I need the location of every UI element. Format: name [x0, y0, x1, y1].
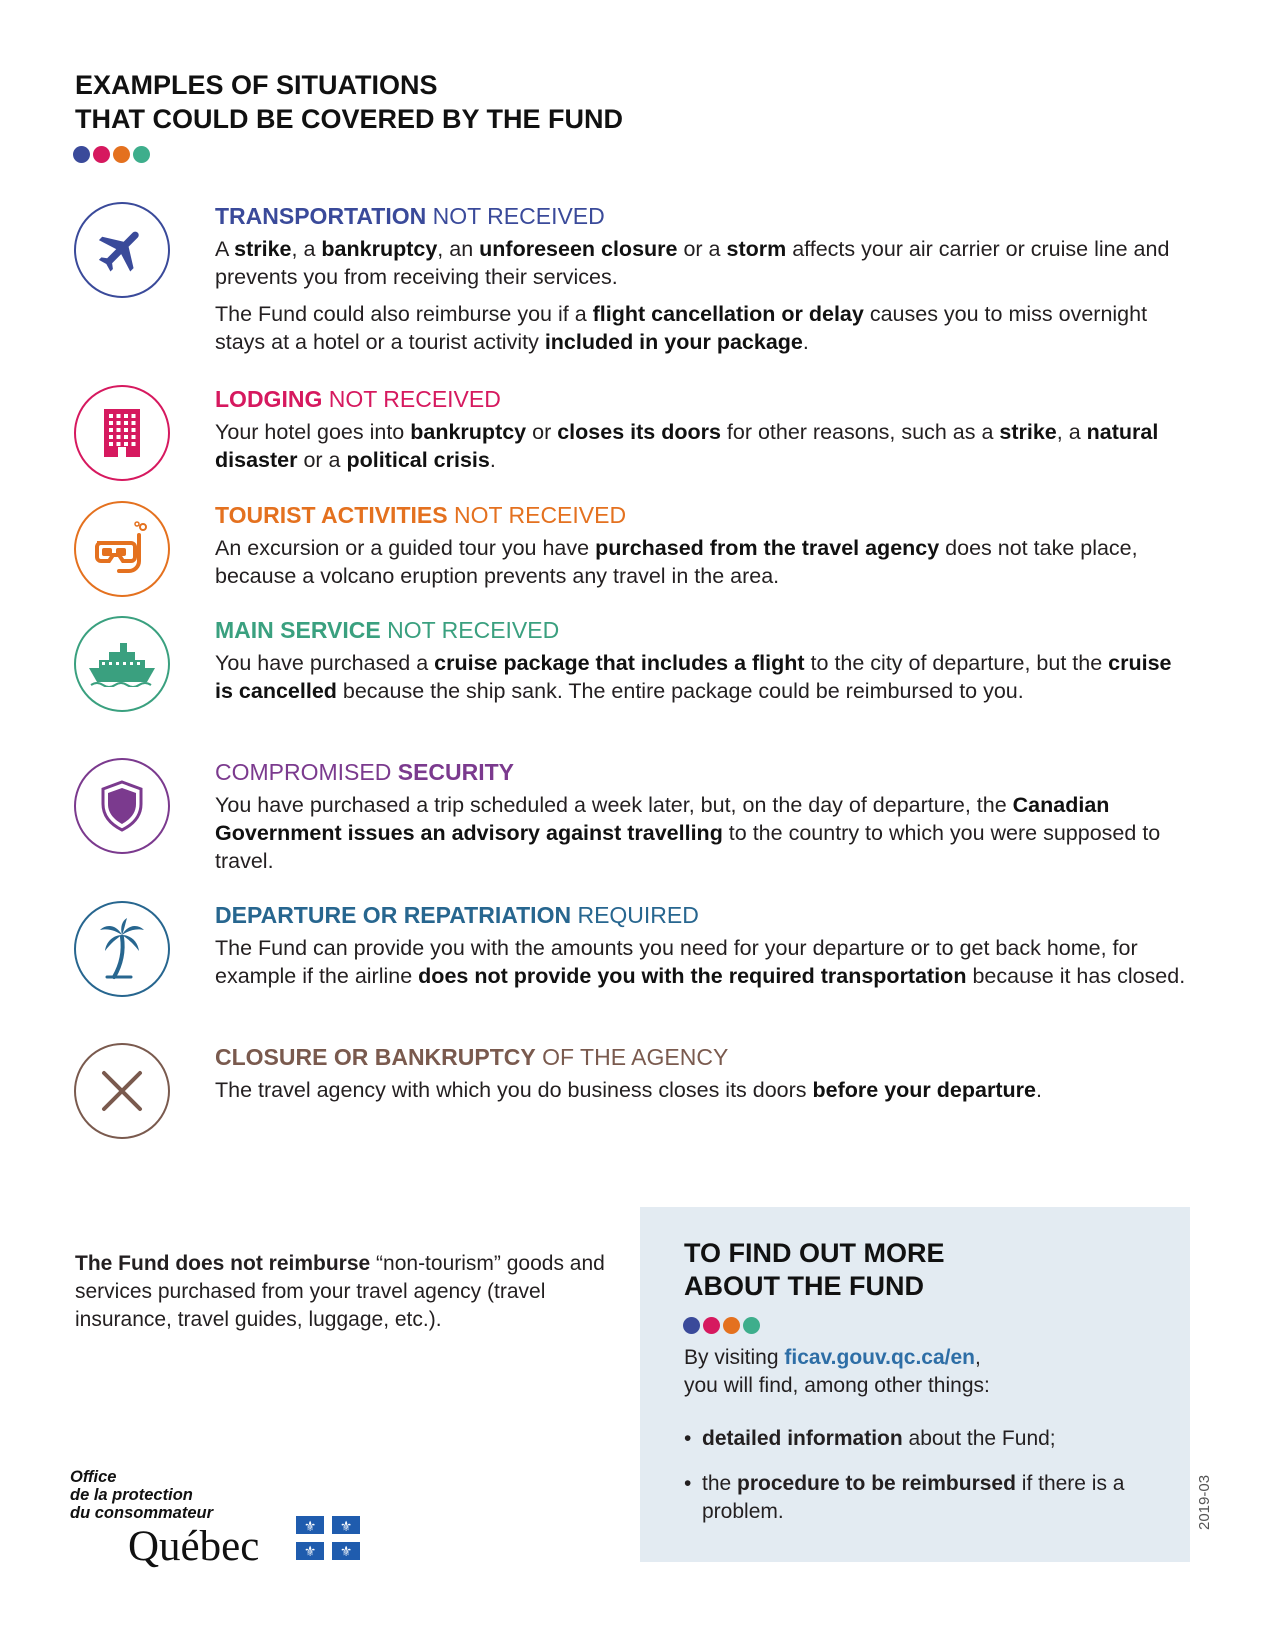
body-text: to the country to which you were supposed to travel. — [215, 821, 1161, 873]
body-text: or a — [297, 448, 347, 472]
body-text: You have purchased a trip scheduled a week later, but, on the day of departure, the — [215, 793, 1013, 817]
body-text: . — [489, 448, 496, 472]
body-text: to the city of departure, but the — [804, 651, 1109, 675]
situation-title — [215, 758, 1195, 786]
bullet-icon: • — [684, 1427, 692, 1450]
situation-description — [215, 534, 1195, 590]
situation-title-normal: NOT RECEIVED — [426, 203, 605, 229]
situation-icon-circle — [74, 901, 170, 997]
situation-title-normal: REQUIRED — [571, 902, 699, 928]
situation-text — [215, 901, 1195, 999]
situation-icon-circle — [74, 385, 170, 481]
box-intro-prefix: By visiting — [684, 1346, 785, 1369]
situation-icon-circle — [74, 616, 170, 712]
body-text: because the ship sank. The entire package could be reimbursed to you. — [336, 679, 1024, 703]
bullet-rest: if there is a problem. — [702, 1472, 1125, 1523]
situation-icon-circle — [74, 501, 170, 597]
body-text: , a — [1056, 420, 1087, 444]
bullet-rest: about the Fund; — [902, 1427, 1056, 1450]
emphasis-text: cruise package that includes a flight — [434, 651, 805, 675]
body-text: You have purchased a — [215, 651, 435, 675]
situation-title — [215, 501, 1195, 529]
building-icon — [100, 407, 144, 459]
emphasis-text: bankruptcy — [410, 420, 527, 444]
body-text: affects your air carrier or cruise line and prevents you from receiving their services. — [215, 237, 1170, 289]
situation-icon-circle — [74, 1043, 170, 1139]
logo-org-name — [70, 1468, 213, 1522]
emphasis-text: storm — [726, 237, 787, 261]
situation-description — [215, 418, 1195, 474]
body-text: does not take place, because a volcano eruption prevents any travel in the area. — [215, 536, 1138, 588]
page-title — [75, 68, 623, 136]
body-text: A — [215, 237, 235, 261]
situation-title-normal: NOT RECEIVED — [322, 386, 501, 412]
situation-title-bold: TRANSPORTATION — [215, 203, 427, 229]
shield-icon — [100, 780, 144, 832]
box-title-line1: TO FIND OUT MORE — [684, 1238, 945, 1268]
color-dot — [743, 1317, 760, 1334]
box-intro-suffix: , — [975, 1346, 981, 1369]
body-text: . — [802, 330, 809, 354]
body-text: The Fund can provide you with the amounts you need for your departure or to get back home, for example if the airline — [215, 936, 1138, 988]
bullet-bold: detailed information — [702, 1427, 903, 1450]
color-dot — [113, 146, 130, 163]
close-x-icon — [99, 1068, 145, 1114]
situation-title-bold: LODGING — [215, 386, 323, 412]
snorkel-mask-icon — [91, 521, 153, 577]
box-intro-line2: you will find, among other things: — [684, 1374, 990, 1397]
body-text: , a — [291, 237, 322, 261]
color-dot — [73, 146, 90, 163]
bullet-icon: • — [684, 1472, 692, 1495]
emphasis-text: before your departure — [812, 1078, 1036, 1102]
body-text: . — [1035, 1078, 1042, 1102]
quebec-flag-icon — [296, 1516, 360, 1560]
palm-tree-icon — [97, 917, 147, 981]
situation-description — [215, 300, 1195, 356]
situation-title-bold: SECURITY — [397, 759, 515, 785]
note-bold: The Fund does not reimburse — [75, 1252, 371, 1275]
logo-line3: du consommateur — [70, 1504, 214, 1522]
emphasis-text: strike — [999, 420, 1057, 444]
situation-title-normal: NOT RECEIVED — [447, 502, 627, 528]
document-code: 2019-03 — [1196, 1474, 1213, 1530]
situation-title-bold: MAIN SERVICE — [215, 617, 381, 643]
emphasis-text: purchased from the travel agency — [595, 536, 940, 560]
airplane-icon — [94, 222, 150, 278]
cruise-ship-icon — [87, 641, 157, 687]
logo-line2: de la protection — [70, 1486, 193, 1504]
situation-description — [215, 791, 1195, 875]
emphasis-text: flight cancellation or delay — [592, 302, 864, 326]
color-dot — [683, 1317, 700, 1334]
body-text: because it has closed. — [966, 964, 1186, 988]
emphasis-text: political crisis — [346, 448, 490, 472]
emphasis-text: natural disaster — [215, 420, 1159, 472]
emphasis-text: unforeseen closure — [479, 237, 678, 261]
note-rest: “non-tourism” goods and services purchased from your travel agency (travel insurance, travel guides, luggage, etc.). — [75, 1252, 605, 1331]
situation-title — [215, 901, 1195, 929]
situation-title-normal: NOT RECEIVED — [380, 617, 560, 643]
body-text: for other reasons, such as a — [720, 420, 1000, 444]
svg-text:⚜: ⚜ — [339, 1519, 353, 1535]
box-color-dots — [683, 1317, 760, 1334]
body-text: , an — [437, 237, 480, 261]
emphasis-text: included in your package — [544, 330, 803, 354]
situation-text — [215, 501, 1195, 599]
opc-quebec-logo — [70, 1468, 353, 1570]
find-out-more-box — [640, 1207, 1190, 1562]
page-title-line2: THAT COULD BE COVERED BY THE FUND — [75, 104, 624, 134]
emphasis-text: Canadian Government issues an advisory against travelling — [215, 793, 1110, 845]
bullet-bold: procedure to be reimbursed — [737, 1472, 1016, 1495]
box-intro — [684, 1344, 1164, 1400]
emphasis-text: bankruptcy — [321, 237, 438, 261]
situation-description — [215, 934, 1195, 990]
emphasis-text: strike — [234, 237, 292, 261]
not-reimbursed-note — [75, 1250, 615, 1334]
situation-text — [215, 202, 1195, 365]
body-text: The travel agency with which you do business closes its doors — [215, 1078, 813, 1102]
body-text: or — [526, 420, 558, 444]
situation-description — [215, 649, 1195, 705]
emphasis-text: does not provide you with the required transportation — [418, 964, 967, 988]
situation-icon-circle — [74, 758, 170, 854]
color-dot — [703, 1317, 720, 1334]
situation-title — [215, 616, 1195, 644]
list-item — [684, 1470, 1164, 1526]
situation-text — [215, 758, 1195, 884]
situation-text — [215, 1043, 1195, 1113]
situation-title-bold: CLOSURE OR BANKRUPTCY — [215, 1044, 536, 1070]
logo-line1: Office — [70, 1468, 117, 1486]
situation-text — [215, 385, 1195, 483]
emphasis-text: closes its doors — [557, 420, 721, 444]
color-dot — [133, 146, 150, 163]
svg-text:⚜: ⚜ — [339, 1544, 353, 1560]
body-text: causes you to miss overnight stays at a hotel or a tourist activity — [215, 302, 1148, 354]
situation-title — [215, 385, 1195, 413]
body-text: or a — [677, 237, 727, 261]
body-text: The Fund could also reimburse you if a — [215, 302, 593, 326]
emphasis-text: cruise is cancelled — [215, 651, 1172, 703]
color-dot — [93, 146, 110, 163]
ficav-website-link[interactable]: ficav.gouv.qc.ca/en — [784, 1346, 975, 1369]
box-title-line2: ABOUT THE FUND — [684, 1271, 924, 1301]
box-title — [684, 1237, 945, 1303]
bullet-pre: the — [702, 1472, 738, 1495]
situation-title-normal: COMPROMISED — [215, 759, 398, 785]
situation-title-normal: OF THE AGENCY — [535, 1044, 729, 1070]
situation-title-bold: TOURIST ACTIVITIES — [215, 502, 448, 528]
situation-title-bold: DEPARTURE OR REPATRIATION — [215, 902, 572, 928]
svg-text:⚜: ⚜ — [303, 1519, 317, 1535]
box-bullet-list — [684, 1425, 1164, 1543]
quebec-wordmark: Québec — [128, 1523, 260, 1570]
situation-description — [215, 235, 1195, 291]
page-title-line1: EXAMPLES OF SITUATIONS — [75, 70, 438, 100]
situation-text — [215, 616, 1195, 714]
situation-title — [215, 1043, 1195, 1071]
body-text: An excursion or a guided tour you have — [215, 536, 596, 560]
situation-description — [215, 1076, 1195, 1104]
situation-title — [215, 202, 1195, 230]
color-dot — [723, 1317, 740, 1334]
list-item — [684, 1425, 1164, 1453]
svg-text:⚜: ⚜ — [303, 1544, 317, 1560]
situation-icon-circle — [74, 202, 170, 298]
title-color-dots — [73, 146, 150, 163]
body-text: Your hotel goes into — [215, 420, 411, 444]
